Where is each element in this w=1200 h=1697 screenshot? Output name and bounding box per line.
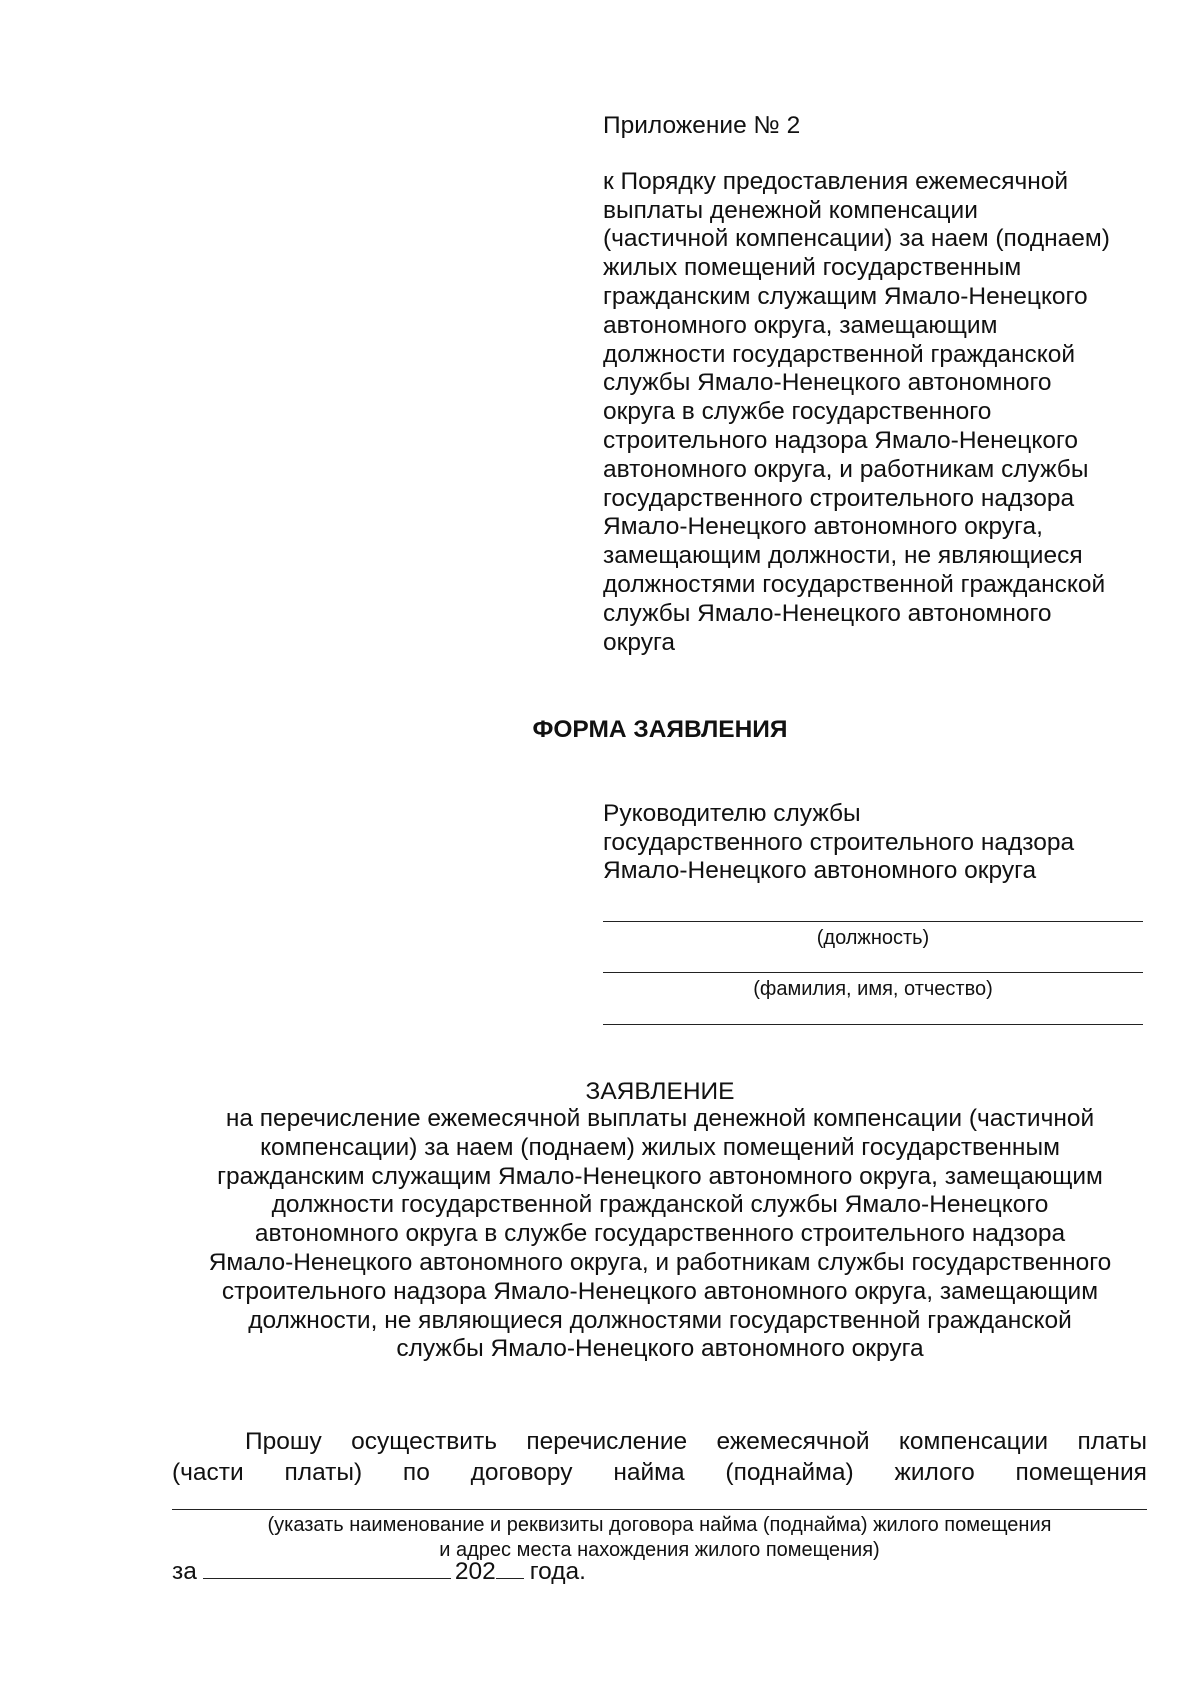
request-word: компенсации bbox=[898, 1428, 1049, 1455]
annex-line: к Порядку предоставления ежемесячной bbox=[603, 167, 1069, 195]
extra-fill-line[interactable] bbox=[603, 1024, 1143, 1025]
statement-line: гражданским служащим Ямало-Ненецкого автономного округа, замещающим bbox=[217, 1162, 1103, 1190]
year-prefix: 202 bbox=[454, 1558, 496, 1585]
annex-line: выплаты денежной компенсации bbox=[603, 196, 978, 224]
request-word: осуществить bbox=[351, 1428, 497, 1455]
request-word: платы bbox=[1077, 1428, 1147, 1455]
period-blank[interactable] bbox=[203, 1558, 451, 1579]
request-word: договору bbox=[470, 1459, 573, 1486]
statement-line: Ямало-Ненецкого автономного округа, и работникам службы государственного bbox=[208, 1248, 1112, 1276]
name-fill-line[interactable] bbox=[603, 972, 1143, 973]
statement-line: должности государственной гражданской службы Ямало-Ненецкого bbox=[271, 1191, 1049, 1219]
position-caption: (должность) bbox=[816, 927, 930, 949]
annex-line: Ямало-Ненецкого автономного округа, bbox=[603, 513, 1043, 541]
recipient-block bbox=[603, 800, 1143, 886]
annex-block bbox=[603, 112, 1163, 657]
request-word: (части bbox=[172, 1459, 244, 1486]
contract-caption-line-1: (указать наименование и реквизиты договора найма (поднайма) жилого помещения bbox=[267, 1514, 1052, 1536]
statement-line: строительного надзора Ямало-Ненецкого автономного округа, замещающим bbox=[221, 1277, 1099, 1305]
statement-line: компенсации) за наем (поднаем) жилых помещений государственным bbox=[260, 1133, 1060, 1161]
annex-line: автономного округа, и работникам службы bbox=[603, 455, 1089, 483]
recipient-line: Руководителю службы bbox=[603, 800, 861, 827]
contract-fill-line[interactable] bbox=[172, 1509, 1147, 1510]
year-suffix: года. bbox=[529, 1558, 586, 1585]
annex-line: службы Ямало-Ненецкого автономного bbox=[603, 369, 1052, 397]
form-title: ФОРМА ЗАЯВЛЕНИЯ bbox=[532, 716, 788, 743]
annex-line: замещающим должности, не являющиеся bbox=[603, 542, 1083, 570]
annex-line: строительного надзора Ямало-Ненецкого bbox=[603, 426, 1078, 454]
year-blank[interactable] bbox=[496, 1558, 524, 1579]
statement-line: должности, не являющиеся должностями государственной гражданской bbox=[248, 1306, 1072, 1334]
name-caption: (фамилия, имя, отчество) bbox=[753, 978, 993, 1000]
annex-body bbox=[603, 168, 1163, 658]
statement-subject bbox=[150, 1105, 1170, 1364]
statement-line: на перечисление ежемесячной выплаты денежной компенсации (частичной bbox=[225, 1105, 1095, 1132]
annex-line: службы Ямало-Ненецкого автономного bbox=[603, 599, 1052, 627]
annex-line: округа bbox=[603, 628, 675, 656]
annex-line: государственного строительного надзора bbox=[603, 484, 1075, 512]
request-word: (поднайма) bbox=[725, 1459, 854, 1486]
request-word: Прошу bbox=[245, 1428, 322, 1455]
period-prefix: за bbox=[172, 1558, 197, 1585]
request-line-1 bbox=[172, 1428, 1147, 1456]
annex-line: округа в службе государственного bbox=[603, 398, 992, 426]
request-word: ежемесячной bbox=[716, 1428, 870, 1455]
request-word: помещения bbox=[1015, 1459, 1147, 1486]
annex-line: гражданским служащим Ямало-Ненецкого bbox=[603, 282, 1088, 310]
period-line bbox=[172, 1558, 586, 1586]
annex-line: (частичной компенсации) за наем (поднаем) bbox=[603, 225, 1110, 253]
recipient-line: Ямало-Ненецкого автономного округа bbox=[603, 857, 1037, 884]
recipient-line: государственного строительного надзора bbox=[603, 828, 1075, 856]
request-word: перечисление bbox=[526, 1428, 688, 1455]
request-word: жилого bbox=[894, 1459, 975, 1486]
statement-title: ЗАЯВЛЕНИЕ bbox=[585, 1078, 735, 1105]
request-line-2 bbox=[172, 1459, 1147, 1487]
statement-line: службы Ямало-Ненецкого автономного округа bbox=[396, 1335, 924, 1363]
request-word: найма bbox=[613, 1459, 685, 1486]
annex-line: жилых помещений государственным bbox=[603, 254, 1022, 282]
annex-title: Приложение № 2 bbox=[603, 112, 801, 139]
request-word: по bbox=[402, 1459, 430, 1486]
contract-caption-line-2: и адрес места нахождения жилого помещения) bbox=[439, 1539, 880, 1561]
position-fill-line[interactable] bbox=[603, 921, 1143, 922]
annex-line: автономного округа, замещающим bbox=[603, 311, 998, 339]
annex-line: должностями государственной гражданской bbox=[603, 570, 1106, 598]
annex-line: должности государственной гражданской bbox=[603, 340, 1076, 368]
statement-line: автономного округа в службе государственного строительного надзора bbox=[254, 1220, 1066, 1248]
request-word: платы) bbox=[284, 1459, 363, 1486]
